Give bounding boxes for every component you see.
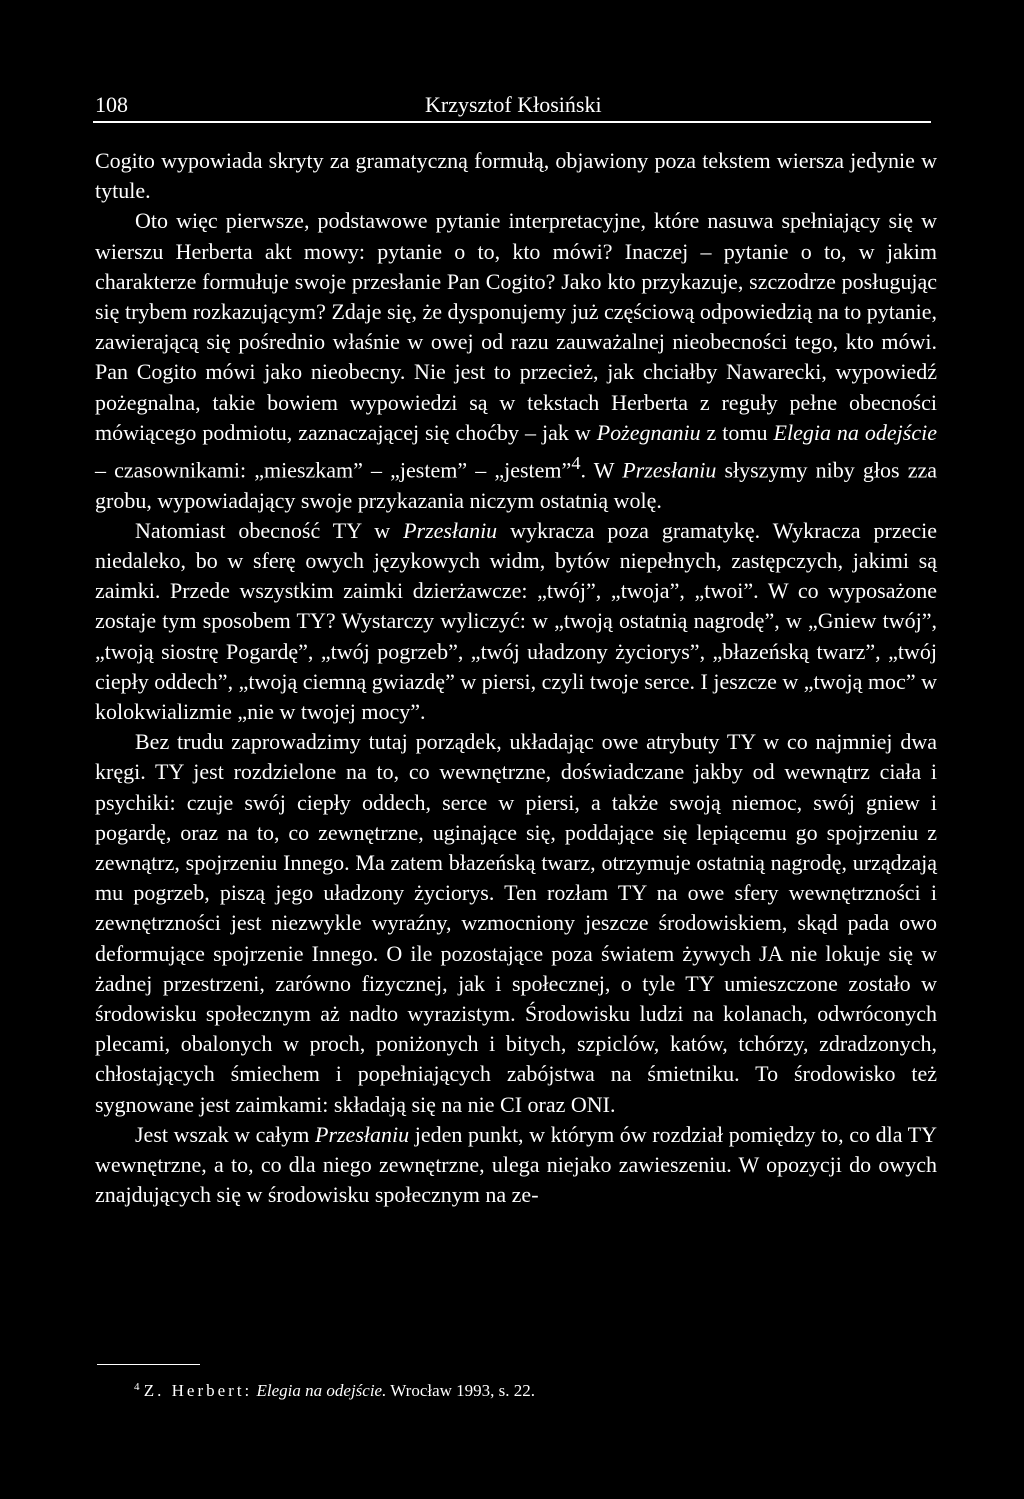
footnote-rule <box>97 1364 200 1365</box>
paragraph-5-text-a: Jest wszak w całym <box>135 1121 315 1147</box>
header-rule <box>93 121 931 123</box>
paragraph-2-title-przeslanie: Przesłaniu <box>622 457 717 483</box>
paragraph-4 <box>95 727 937 1120</box>
paragraph-3-text-b: wykracza poza gramatykę. Wykracza przecie niedaleko, bo w sferę owych językowych widm, bytów niepełnych, zastępczych, jakimi są zaimki. Przede wszystkim zaimki dzierżawcze: „twój”, „twoja”, „twoi”. W co wyposażone zostaje tym sposobem TY? Wystarczy wyliczyć: w „twoją ostatnią nagrodę”, w „Gniew twój”, „twoją siostrę Pogardę”, „twój pogrzeb”, „twój uładzony życiorys”, „błazeńską twarz”, „twój ciepły oddech”, „twoją ciemną gwiazdę” w piersi, czyli twoje serce. I jeszcze w „twoją moc” w kolokwializmie „nie w twojej mocy”. <box>95 517 937 724</box>
paragraph-3-text-a: Natomiast obecność TY w <box>135 517 404 543</box>
paragraph-4-text: Bez trudu zaprowadzimy tutaj porządek, układając owe atrybuty TY w co najmniej dwa kręgi. TY jest rozdzielone na to, co wewnętrzne, doświadczane jakby od wewnątrz ciała i psychiki: czuje swój ciepły oddech, serce w piersi, a także swoją niemoc, swój gniew i pogardę, oraz na to, co zewnętrzne, uginające się, poddające się lepiącemu go spojrzeniu z zewnątrz, spojrzeniu Innego. Ma zatem błazeńską twarz, otrzymuje ostatnią nagrodę, urządzają mu pogrzeb, piszą jego uładzony życiorys. Ten rozłam TY na owe sfery wewnętrzności i zewnętrzności jest niezwykle wyraźny, wzmocniony jeszcze środowiskiem, skąd pada owo deformujące spojrzenie Innego. O ile pozostające poza światem żywych JA nie lokuje się w żadnej przestrzeni, zarówno fizycznej, jak i społecznej, o tyle TY umieszczone zostało w środowisku społecznym aż nadto wyrazistym. Środowisku ludzi na kolanach, odwróconych plecami, obalonych w proch, poniżonych i bitych, szpiclów, katów, tchórzy, zdradzonych, chłostających śmiechem i popełniających zabójstwa na śmietniku. To środowisko też sygnowane jest zaimkami: składają się na nie CI oraz ONI. <box>95 729 937 1117</box>
paragraph-3-title-przeslanie: Przesłaniu <box>403 517 498 543</box>
footnote-number: 4 <box>134 1381 140 1393</box>
paragraph-2-text-d: . W <box>580 457 623 483</box>
footnote <box>134 1376 535 1402</box>
paragraph-5-title-przeslanie: Przesłaniu <box>315 1121 410 1147</box>
footnote-rest: Wrocław 1993, s. 22. <box>386 1381 536 1400</box>
footnote-title: Elegia na odejście. <box>256 1381 387 1400</box>
running-title: Krzysztof Kłosiński <box>425 92 602 117</box>
paragraph-2 <box>95 206 937 515</box>
body-text <box>95 146 937 1210</box>
paragraph-2-text-e: słyszymy niby głos zza grobu, wypowiadający swoje przykazania niczym ostatnią wolę. <box>95 457 937 513</box>
paragraph-3 <box>95 516 937 727</box>
paragraph-2-text-a: Oto więc pierwsze, podstawowe pytanie interpretacyjne, które nasuwa spełniający się w wierszu Herberta akt mowy: pytanie o to, kto mówi? Inaczej – pytanie o to, w jakim charakterze formułuje swoje przesłanie Pan Cogito? Jako kto przykazuje, szczodrze posługując się trybem rozkazującym? Zdaje się, że dysponujemy już częściową odpowiedzią na to pytanie, zawierającą się pośrednio właśnie w owej od razu zauważalnej nieobecności tego, kto mówi. Pan Cogito mówi jako nieobecny. Nie jest to przecież, jak chciałby Nawarecki, wypowiedź pożegnalna, takie bowiem wypowiedzi są w tekstach Herberta z reguły pełne obecności mówiącego podmiotu, zaznaczającej się choćby – jak w <box>95 208 937 445</box>
page-number: 108 <box>95 92 128 117</box>
paragraph-2-text-b: z tomu <box>700 419 774 445</box>
paragraph-1-text: Cogito wypowiada skryty za gramatyczną formułą, objawiony poza tekstem wiersza jedynie w tytule. <box>95 148 937 204</box>
paragraph-1 <box>95 146 937 206</box>
paragraph-5 <box>95 1120 937 1211</box>
footnote-author: Z. Herbert: <box>143 1381 253 1400</box>
running-header <box>95 92 931 118</box>
paragraph-2-title-elegia: Elegia na odejście <box>773 419 937 445</box>
footnote-ref: 4 <box>571 453 581 474</box>
paragraph-2-text-c: – czasownikami: „mieszkam” – „jestem” – „jestem” <box>95 457 572 483</box>
paragraph-5-text-b: jeden punkt, w którym ów rozdział pomiędzy to, co dla TY wewnętrzne, a to, co dla niego zewnętrzne, ulega niejako zawieszeniu. W opozycji do owych znajdujących się w środowisku społecznym na ze- <box>95 1121 937 1208</box>
paragraph-2-title-pozegnanie: Pożegnaniu <box>596 419 701 445</box>
